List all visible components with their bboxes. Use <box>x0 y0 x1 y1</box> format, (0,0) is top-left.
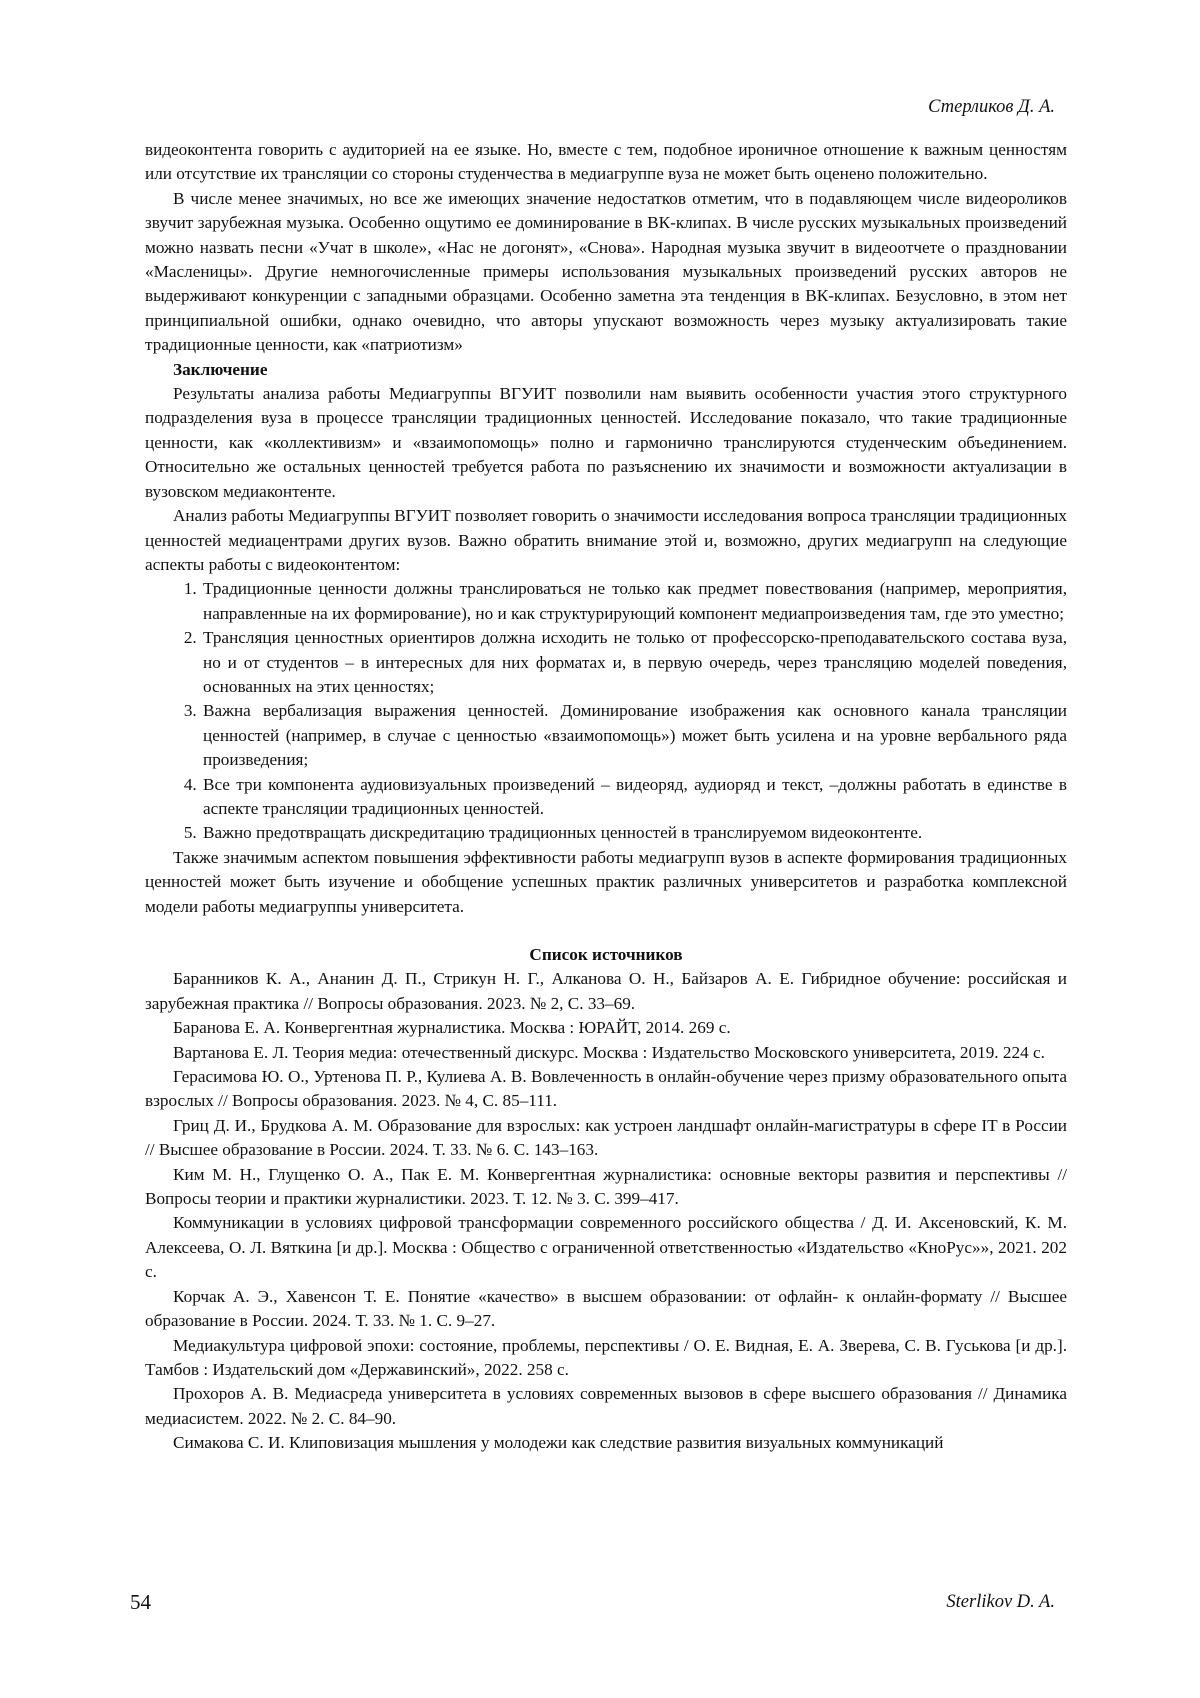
reference-item: Прохоров А. В. Медиасреда университета в условиях современных вызовов в сфере высшего образования // Динамика медиасистем. 2022. № 2. С. 84–90. <box>145 1384 1067 1428</box>
paragraph: Анализ работы Медиагруппы ВГУИТ позволяет говорить о значимости исследования вопроса трансляции традиционных ценностей медиацентрами других вузов. Важно обратить внимание этой и, возможно, других медиагрупп на следующие аспекты работы с видеоконтентом: <box>145 506 1067 574</box>
reference-item: Ким М. Н., Глущенко О. А., Пак Е. М. Конвергентная журналистика: основные векторы развития и перспективы // Вопросы теории и практики журналистики. 2023. Т. 12. № 3. С. 399–417. <box>145 1164 1067 1209</box>
paragraph: Также значимым аспектом повышения эффективности работы медиагрупп вузов в аспекте формирования традиционных ценностей может быть изучение и обобщение успешных практик различных университетов и разработка комплексной модели работы медиагруппы университета. <box>145 847 1067 916</box>
reference-item: Вартанова Е. Л. Теория медиа: отечественный дискурс. Москва : Издательство Московского университета, 2019. 224 с. <box>173 1042 1045 1062</box>
article-body <box>145 138 1067 1456</box>
reference-item: Герасимова Ю. О., Уртенова П. Р., Кулиева А. В. Вовлеченность в онлайн-обучение через призму образовательного опыта взрослых // Вопросы образования. 2023. № 4, С. 85–111. <box>145 1067 1067 1111</box>
references-title: Список источников <box>529 945 683 964</box>
list-item: 5. Важно предотвращать дискредитацию традиционных ценностей в транслируемом видеоконтенте. <box>201 821 1067 845</box>
list-item: 2. Трансляция ценностных ориентиров должна исходить не только от профессорско-преподавательского состава вуза, но и от студентов – в интересных для них форматах и, в первую очередь, через трансляцию моделей поведения, основанных на этих ценностях; <box>201 626 1067 699</box>
page-number: 54 <box>130 1590 151 1614</box>
reference-item: Корчак А. Э., Хавенсон Т. Е. Понятие «качество» в высшем образовании: от офлайн- к онлайн-формату // Высшее образование в России. 2024. Т. 33. № 1. С. 9–27. <box>145 1286 1067 1331</box>
paragraph: В числе менее значимых, но все же имеющих значение недостатков отметим, что в подавляющем числе видеороликов звучит зарубежная музыка. Особенно ощутимо ее доминирование в ВК-клипах. В числе русских музыкальных произведений можно назвать песни «Учат в школе», «Нас не догонят», «Снова». Народная музыка звучит в видеоотчете о праздновании «Масленицы». Другие немногочисленные примеры использования музыкальных произведений русских авторов не выдерживают конкуренции с западными образцами. Особенно заметна эта тенденция в ВК-клипах. Безусловно, в этом нет принципиальной ошибки, однако очевидно, что авторы упускают возможность через музыку актуализировать такие традиционные ценности, как «патриотизм» <box>145 188 1067 355</box>
running-footer-author: Sterlikov D. A. <box>946 1592 1055 1612</box>
list-item: 1. Традиционные ценности должны транслироваться не только как предмет повествования (например, мероприятия, направленные на их формирование), но и как структурирующий компонент медиапроизведения там, где это уместно; <box>201 577 1067 626</box>
reference-item: Медиакультура цифровой эпохи: состояние, проблемы, перспективы / О. Е. Видная, Е. А. Зверева, С. В. Гуськова [и др.]. Тамбов : Издательский дом «Державинский», 2022. 258 с. <box>145 1335 1067 1379</box>
list-item: 4. Все три компонента аудиовизуальных произведений – видеоряд, аудиоряд и текст, –должны работать в единстве в аспекте трансляции традиционных ценностей. <box>201 773 1067 822</box>
paragraph: Результаты анализа работы Медиагруппы ВГУИТ позволили нам выявить особенности участия этого структурного подразделения вуза в процессе трансляции традиционных ценностей. Исследование показало, что такие традиционные ценности, как «коллективизм» и «взаимопомощь» полно и гармонично транслируются студенческим объединением. Относительно же остальных ценностей требуется работа по разъяснению их значимости и возможности актуализации в вузовском медиаконтенте. <box>145 384 1067 501</box>
reference-item: Баранников К. А., Ананин Д. П., Стрикун Н. Г., Алканова О. Н., Байзаров А. Е. Гибридное обучение: российская и зарубежная практика // Вопросы образования. 2023. № 2, С. 33–69. <box>145 969 1067 1013</box>
reference-item: Баранова Е. А. Конвергентная журналистика. Москва : ЮРАЙТ, 2014. 269 с. <box>173 1018 731 1038</box>
list-item: 3. Важна вербализация выражения ценностей. Доминирование изображения как основного канала трансляции ценностей (например, в случае с ценностью «взаимопомощь») может быть усилена и на уровне вербального ряда произведения; <box>201 699 1067 772</box>
running-header-author: Стерликов Д. А. <box>928 97 1055 117</box>
section-heading-conclusion: Заключение <box>173 359 268 379</box>
reference-item: Гриц Д. И., Брудкова А. М. Образование для взрослых: как устроен ландшафт онлайн-магистратуры в сфере IT в России // Высшее образование в России. 2024. Т. 33. № 6. С. 143–163. <box>145 1115 1067 1160</box>
recommendations-list <box>145 577 1067 845</box>
paragraph: видеоконтента говорить с аудиторией на ее языке. Но, вместе с тем, подобное ироничное отношение к важным ценностям или отсутствие их трансляции со стороны студенчества в медиагруппе вуза не может быть оценено положительно. <box>145 140 1067 184</box>
reference-item: Коммуникации в условиях цифровой трансформации современного российского общества / Д. И. Аксеновский, К. М. Алексеева, О. Л. Вяткина [и др.]. Москва : Общество с ограниченной ответственностью «Издательство «КноРус»», 2021. 202 с. <box>145 1213 1067 1282</box>
references-list <box>145 967 1067 1455</box>
reference-item: Симакова С. И. Клиповизация мышления у молодежи как следствие развития визуальных коммуникаций <box>173 1433 944 1453</box>
